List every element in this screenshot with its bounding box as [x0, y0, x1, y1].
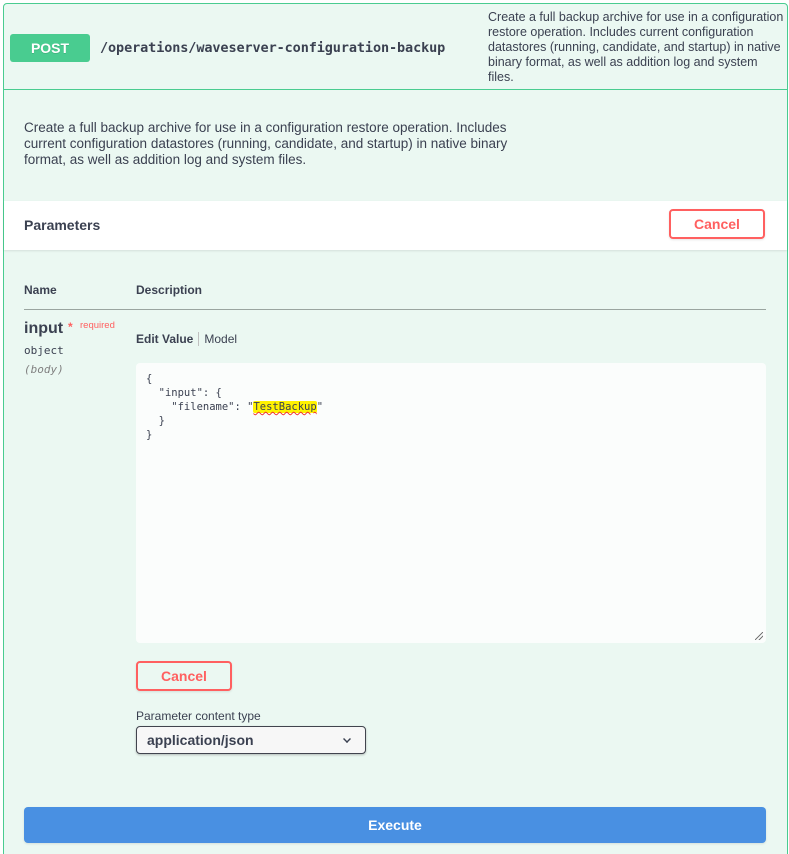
tab-model[interactable]: Model [204, 332, 238, 346]
content-type-label: Parameter content type [136, 709, 261, 723]
parameter-type: object [24, 344, 64, 357]
request-body-textarea[interactable] [136, 363, 766, 643]
resize-handle-icon[interactable] [755, 632, 763, 640]
required-asterisk: * [68, 320, 73, 334]
operation-summary[interactable] [4, 4, 787, 90]
execute-button[interactable]: Execute [24, 807, 766, 843]
operation-path: /operations/waveserver-configuration-backup [100, 40, 446, 56]
content-type-select[interactable] [136, 726, 366, 754]
header-divider [24, 309, 766, 310]
body-line: } [146, 415, 165, 427]
parameters-header [4, 201, 787, 250]
operation-description: Create a full backup archive for use in a configuration restore operation. Includes current configuration datastores (running, candidate, and startup) in native binary format, as well as addition log and system files. [24, 120, 508, 167]
column-header-name: Name [24, 283, 57, 297]
operation-summary-description: Create a full backup archive for use in a configuration restore operation. Includes current configuration datastores (running, candidate, and startup) in native binary format, as well as addition log and system files. [488, 10, 784, 84]
parameter-name: input [24, 320, 64, 337]
body-line: { [146, 373, 153, 385]
filename-value-highlight: TestBackup [253, 401, 317, 413]
body-line: " [316, 401, 324, 413]
content-type-value: application/json [147, 732, 254, 748]
parameter-location: (body) [24, 363, 64, 376]
cancel-try-out-button[interactable]: Cancel [669, 209, 765, 239]
parameters-title: Parameters [24, 217, 101, 233]
required-label: required [80, 320, 115, 331]
column-header-description: Description [136, 283, 203, 297]
chevron-down-icon [343, 735, 351, 743]
body-line: } [146, 429, 153, 441]
operation-block [3, 3, 788, 854]
body-line: "input": { [146, 387, 222, 399]
method-badge: POST [10, 34, 90, 62]
cancel-body-button[interactable]: Cancel [136, 661, 232, 691]
body-line: "filename": " [146, 401, 254, 413]
body-tabs [136, 332, 237, 346]
tab-edit-value[interactable]: Edit Value [136, 332, 194, 346]
